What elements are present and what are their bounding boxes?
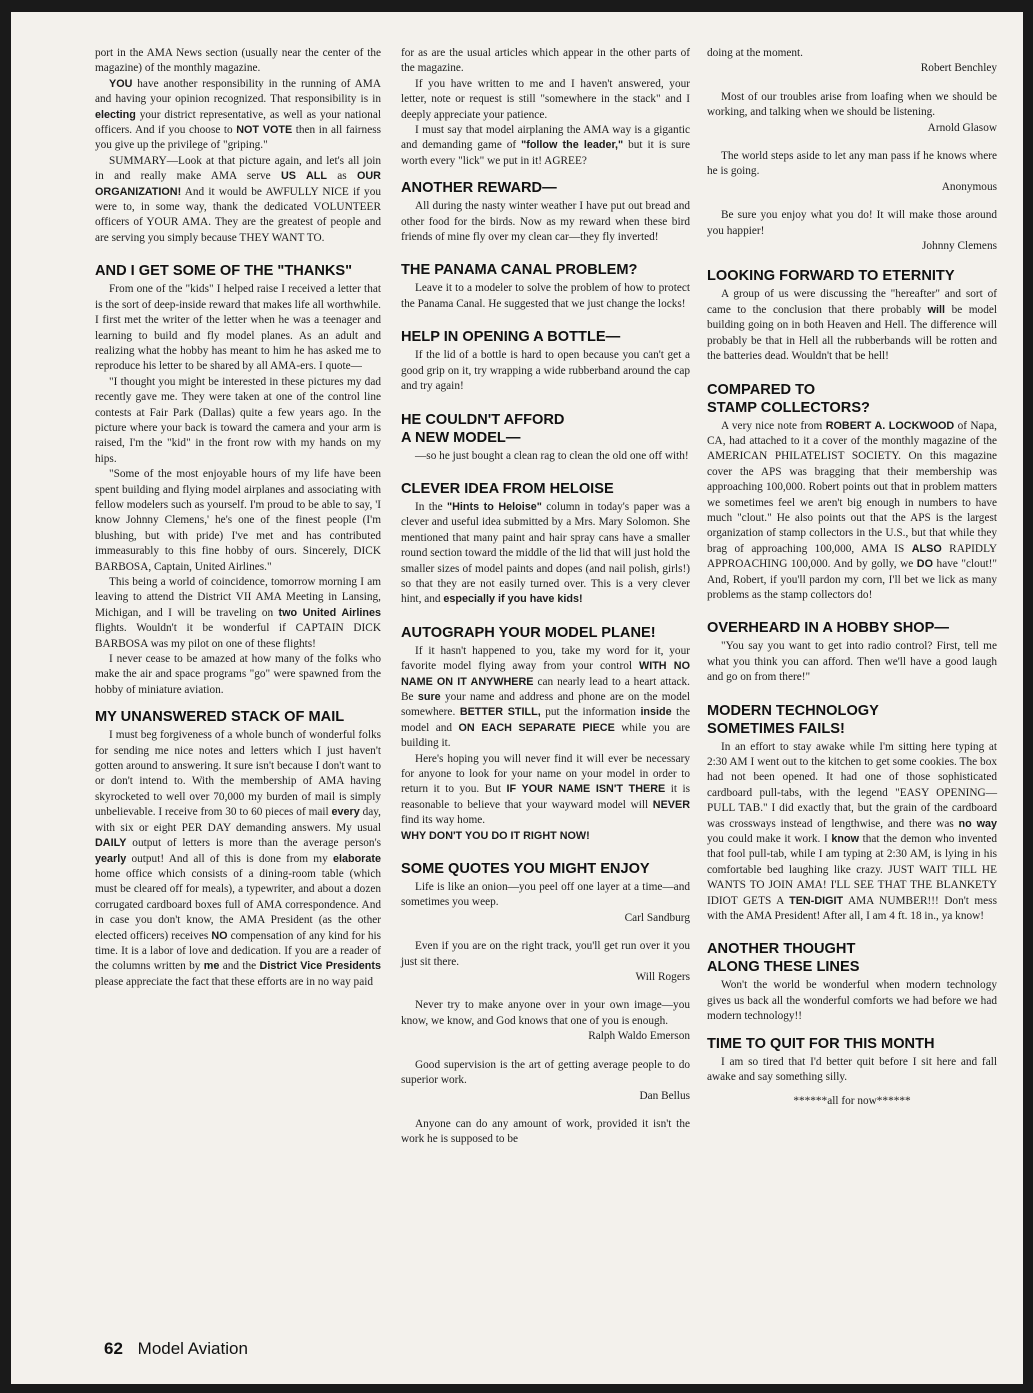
paragraph: Here's hoping you will never find it will ever be necessary for anyone to look for your name on your model in order to return it to you. But IF YOUR NAME ISN'T THERE it is reasonable to believe that your wayward model will NEVER find its way home.	[401, 752, 690, 827]
paragraph: I must say that model airplaning the AMA way is a gigantic and demanding game of "follow the leader," but it is sure worth every "lick" we put in it! AGREE?	[401, 124, 690, 167]
paragraph: I never cease to be amazed at how many of the folks who make the air and space programs "go" were spawned from the hobby of miniature aviation.	[95, 653, 381, 696]
paragraph: A group of us were discussing the "hereafter" and sort of came to the conclusion that there probably will be model building going on in both Heaven and Hell. The difference will probably be that in Hell all the rubberbands will be rotten and the batteries dead. Wouldn't that be hell!	[707, 288, 997, 363]
quote-author: Dan Bellus	[639, 1089, 690, 1102]
quote-author: Carl Sandburg	[624, 911, 690, 924]
quote: Life is like an onion—you peel off one layer at a time—and sometimes you weep.	[401, 881, 690, 909]
quote: Most of our troubles arise from loafing when we should be working, and talking when we should be listening.	[707, 90, 997, 119]
quote-author: Arnold Glasow	[927, 121, 997, 134]
section-heading: THE PANAMA CANAL PROBLEM?	[401, 262, 638, 279]
paragraph: port in the AMA News section (usually near the center of the magazine) of the monthly magazine.	[95, 47, 381, 75]
magazine-page	[11, 12, 1023, 1384]
paragraph: —so he just bought a clean rag to clean the old one off with!	[415, 449, 689, 462]
quote: Never try to make anyone over in your own image—you know, we know, and God knows that one of you is enough.	[401, 999, 690, 1027]
section-heading: HELP IN OPENING A BOTTLE—	[401, 329, 621, 346]
section-heading: HE COULDN'T AFFORD A NEW MODEL—	[401, 411, 565, 446]
section-heading: MODERN TECHNOLOGY SOMETIMES FAILS!	[707, 702, 879, 737]
quote-author: Anonymous	[941, 180, 997, 193]
paragraph: I must beg forgiveness of a whole bunch of wonderful folks for sending me nice notes and letters which I just haven't gotten around to answering. It sure isn't because I don't want to or don't intend to. With the membership of AMA having skyrocketed to well over 70,000 my burden of mail is simply unbelievable. I receive from 30 to 60 pieces of mail every day, with six or eight PER DAY demanding answers. My usual DAILY output of letters is more than the average person's yearly output! And all of this is done from my elaborate home office which consists of a dining-room table (which must be cleared off for meals), a typewriter, and about a dozen corrugated cardboard boxes full of AMA correspondence. And in case you don't know, the AMA President (as the other elected officers) receives NO compensation of any kind for his time. It is a labor of love and dedication. If you are a reader of the columns written by me and the District Vice Presidents please appreciate the fact that these efforts are in no way paid	[95, 729, 382, 988]
section-heading: AND I GET SOME OF THE "THANKS"	[95, 263, 353, 280]
page-number: 62	[104, 1339, 123, 1358]
paragraph: From one of the "kids" I helped raise I received a letter that is the sort of deep-inside reward that makes life all worthwhile. I first met the writer of the letter when he was a teenager and learning to build and fly model planes. As an adult and realizing what the hobby has meant to him he has asked me to reproduce his letter to be shared by all AMA-ers. I quote—	[95, 283, 381, 373]
quote: Good supervision is the art of getting average people to do superior work.	[401, 1058, 690, 1087]
quote-author: Will Rogers	[635, 971, 690, 984]
quote-author: Robert Benchley	[920, 62, 997, 75]
quote-author: Ralph Waldo Emerson	[588, 1030, 690, 1043]
paragraph: "I thought you might be interested in these pictures my dad recently gave me. They were taken at one of the control line contests at Fair Park (Dallas) quite a few years ago. In the picture where your back is toward the camera and your arm is raised, I'm the "kid" in the front row with my hands on my hips.	[95, 375, 381, 465]
section-heading: SOME QUOTES YOU MIGHT ENJOY	[401, 861, 650, 878]
paragraph: I am so tired that I'd better quit before I sit here and fall awake and say something silly.	[707, 1055, 997, 1084]
sign-off: ******all for now******	[793, 1094, 911, 1107]
quote: Anyone can do any amount of work, provided it isn't the work he is supposed to be	[401, 1117, 690, 1146]
quote: doing at the moment.	[707, 47, 804, 59]
section-heading: MY UNANSWERED STACK OF MAIL	[95, 709, 345, 726]
quote: The world steps aside to let any man pass if he knows where he is going.	[707, 150, 997, 178]
section-heading: COMPARED TO STAMP COLLECTORS?	[707, 381, 870, 416]
column-3	[707, 46, 997, 1109]
section-heading: LOOKING FORWARD TO ETERNITY	[707, 268, 955, 285]
paragraph: SUMMARY—Look at that picture again, and let's all join in and really make AMA serve US ALL as OUR ORGANIZATION! And it would be AWFULLY NICE if you were to, in some way, thank the dedicated VOLUNTEER officers of YOUR AMA. They are the greatest of people and are serving you simply because THEY WANT TO.	[95, 154, 381, 244]
column-1	[95, 46, 381, 990]
quote: Even if you are on the right track, you'll get run over it you just sit there.	[401, 940, 690, 968]
quote-author: Johnny Clemens	[922, 240, 997, 253]
section-heading: CLEVER IDEA FROM HELOISE	[401, 480, 614, 497]
paragraph: Won't the world be wonderful when modern technology gives us back all the wonderful comforts we had before we had modern technology!!	[707, 979, 997, 1023]
page-footer	[104, 1339, 248, 1359]
paragraph: WHY DON'T YOU DO IT RIGHT NOW!	[401, 829, 590, 842]
paragraph: All during the nasty winter weather I have put out bread and other food for the birds. Now as my reward when these bird friends of mine fly over my clean car—they fly inverted!	[401, 200, 690, 244]
section-heading: ANOTHER REWARD—	[401, 180, 557, 197]
paragraph: for as are the usual articles which appear in the other parts of the magazine.	[401, 47, 690, 75]
paragraph: A very nice note from ROBERT A. LOCKWOOD of Napa, CA, had attached to it a cover of the monthly magazine of the AMERICAN PHILATELIST SOCIETY. On this magazine cover the APS was bragging that their membership was approaching 100,000. Robert points out that in problem matters we sometimes feel we aren't big enough in numbers to have much "clout." He also points out that the APS is the largest organization of stamp collectors in the U.S., but that while they brag of approaching 100,000, AMA IS ALSO RAPIDLY APPROACHING 100,000. And by golly, we DO have "clout!" And, Robert, if you'll pardon my corn, I'll bet we lick as many problems as the stamp collectors do!	[707, 419, 998, 601]
paragraph: In the "Hints to Heloise" column in today's paper was a clever and useful idea submitted by a Mrs. Mary Solomon. She mentioned that many paint and hair spray cans have a smaller round section toward the middle of the lid that will just hold the smaller sizes of model paints and dopes (and nail polish, girls!) so that they are not easily turned over. This is a very clever hint, and especially if you have kids!	[401, 500, 690, 606]
magazine-title: Model Aviation	[137, 1339, 248, 1358]
section-heading: AUTOGRAPH YOUR MODEL PLANE!	[401, 624, 656, 641]
paragraph: If you have written to me and I haven't answered, your letter, note or request is still "somewhere in the stack" and I deeply appreciate your patience.	[401, 77, 690, 121]
column-2	[401, 46, 690, 1148]
paragraph: This being a world of coincidence, tomorrow morning I am leaving to attend the District VII AMA Meeting in Lansing, Michigan, and I will be traveling on two United Airlines flights. Wouldn't it be wonderful if CAPTAIN DICK BARBOSA was my pilot on one of these flights!	[95, 576, 381, 650]
section-heading: TIME TO QUIT FOR THIS MONTH	[707, 1035, 935, 1052]
quote-list	[401, 880, 690, 1148]
section-heading: ANOTHER THOUGHT ALONG THESE LINES	[707, 941, 860, 976]
paragraph: YOU have another responsibility in the running of AMA and having your opinion recognized. That responsibility is in electing your district representative, as well as your national officers. And if you choose to NOT VOTE then in all fairness you give up the privilege of "griping."	[95, 77, 381, 152]
quote: Be sure you enjoy what you do! It will make those around you happier!	[707, 209, 997, 237]
paragraph: "Some of the most enjoyable hours of my life have been spent building and flying model airplanes and associating with fellow modelers such as yourself. I'm proud to be able to say, 'I know Johnny Clemens,' he's one of the finest people (I'm blushing, but with pride) I've met and has contributed immeasurably to this fine hobby of ours. Sincerely, DICK BARBOSA, Captain, United Airlines."	[95, 468, 381, 573]
paragraph: If the lid of a bottle is hard to open because you can't get a good grip on it, try wrapping a wide rubberband around the cap and try again!	[401, 349, 690, 393]
paragraph: Leave it to a modeler to solve the problem of how to protect the Panama Canal. He suggested that we just change the locks!	[401, 282, 690, 310]
paragraph: In an effort to stay awake while I'm sitting here typing at 2:30 AM I went out to the kitchen to get some cookies. The box had not been opened. It had one of those sophisticated cardboard pull-tabs, with the legend "EASY OPENING—PULL TAB." I did exactly that, but the grain of the cardboard was crossways instead of lengthwise, and there was no way you could make it work. I know that the demon who invented that fool pull-tab, while I am typing at 2:30 AM, is lying in his comfortable bed laughing like crazy. JUST WAIT TILL HE WANTS TO JOIN AMA! I'LL SEE THAT THE BLANKETY IDIOT GETS A TEN-DIGIT AMA NUMBER!!! Don't mess with the AMA President! After all, I am 4 ft. 18 in., ya know!	[707, 740, 997, 923]
section-heading: OVERHEARD IN A HOBBY SHOP—	[707, 620, 949, 637]
paragraph: "You say you want to get into radio control? First, tell me what you think you can afford. Then we'll have a good laugh and go on from there!"	[707, 640, 997, 684]
quote-list	[707, 46, 997, 254]
paragraph: If it hasn't happened to you, take my word for it, your favorite model flying away from your control WITH NO NAME ON IT ANYWHERE can nearly lead to a heart attack. Be sure your name and address and phone are on the model somewhere. BETTER STILL, put the information inside the model and ON EACH SEPARATE PIECE while you are building it.	[401, 644, 690, 750]
